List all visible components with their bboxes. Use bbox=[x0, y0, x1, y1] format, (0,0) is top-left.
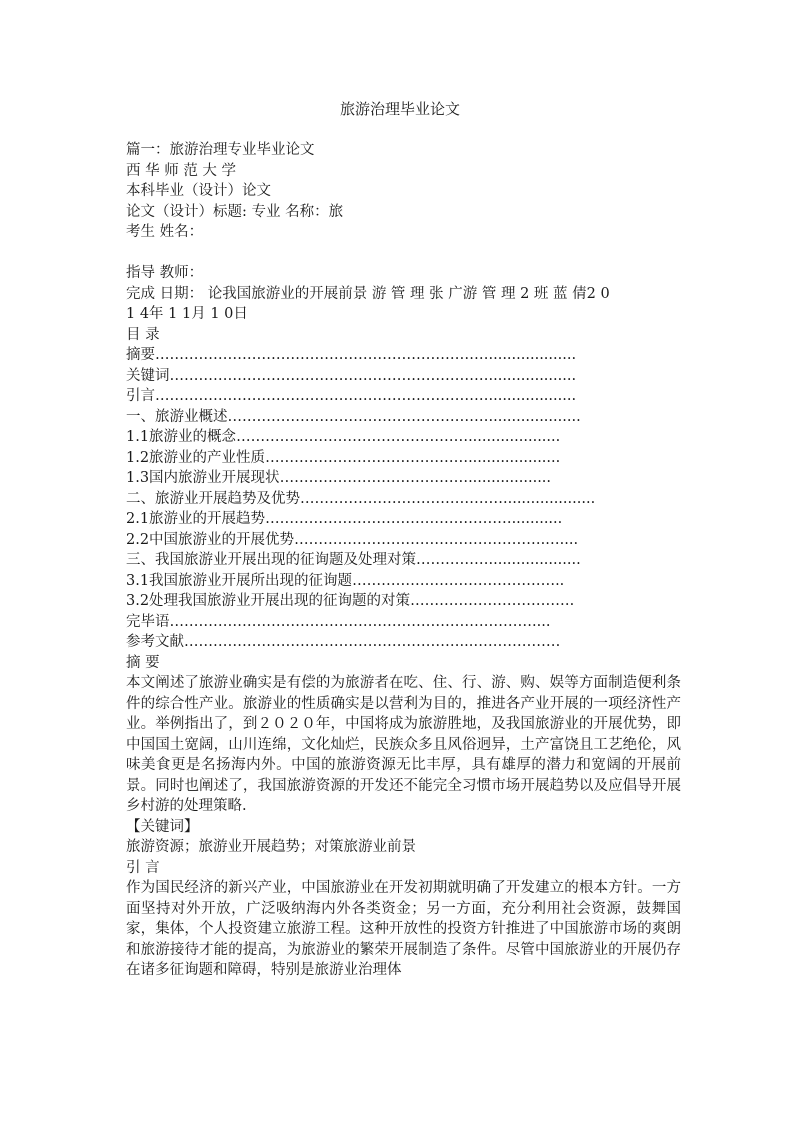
toc-item bbox=[126, 345, 681, 366]
toc-item-leader-dots: ………………………………………………………………….... bbox=[169, 613, 551, 630]
cover-line-date: 1 4年 1 1月 1 0日 bbox=[126, 306, 248, 322]
toc-item-label: 2.1旅游业的开展趋势 bbox=[126, 511, 266, 527]
toc-item bbox=[126, 489, 681, 510]
toc-item bbox=[126, 509, 681, 530]
cover-line-completion: 完成 日期： 论我国旅游业的开展前景 游 管 理 张 广游 管 理 2 班 蓝 倩2 0 bbox=[126, 285, 610, 302]
toc-item-label: 3.1我国旅游业开展所出现的征询题 bbox=[126, 572, 353, 589]
cover-line-thesis-type: 本科毕业（设计）论文 bbox=[126, 183, 271, 199]
toc-item-leader-dots: …………………………………….. bbox=[352, 572, 565, 589]
cover-line-student: 考生 姓名： bbox=[126, 224, 204, 240]
cover-line-university: 西 华 师 范 大 学 bbox=[126, 162, 237, 179]
toc-item-leader-dots: …………………………………….................... bbox=[300, 490, 596, 507]
abstract-heading: 摘 要 bbox=[126, 654, 160, 671]
toc-item-label: 摘要 bbox=[126, 347, 155, 363]
intro-heading: 引 言 bbox=[126, 859, 160, 876]
toc-item bbox=[126, 427, 681, 448]
toc-item-leader-dots: …………………………………………………...……………… bbox=[184, 634, 561, 650]
keywords-heading: 【关键词】 bbox=[126, 818, 199, 835]
toc-item bbox=[126, 612, 681, 633]
toc-item-leader-dots: …………………………………….................... bbox=[265, 449, 561, 466]
toc-item-label: 1.3国内旅游业开展现状 bbox=[126, 470, 280, 486]
toc-item-label: 引言 bbox=[126, 388, 155, 404]
toc-item-label: 关键词 bbox=[126, 367, 170, 384]
toc-item-label: 二、旅游业开展趋势及优势 bbox=[126, 490, 300, 507]
toc-item-leader-dots: ……………………………………………………………................... bbox=[155, 347, 577, 363]
toc-item-label: 一、旅游业概述 bbox=[126, 408, 228, 425]
toc-item bbox=[126, 448, 681, 469]
toc-item-label: 三、我国旅游业开展出现的征询题及处理对策 bbox=[126, 552, 416, 568]
toc-item bbox=[126, 366, 681, 387]
toc-item bbox=[126, 571, 681, 592]
toc-item-leader-dots: ……………………………. bbox=[410, 593, 575, 609]
toc-item-label: 1.1旅游业的概念 bbox=[126, 429, 237, 445]
toc-item-leader-dots: ……………………………………………………………................... bbox=[155, 388, 577, 404]
toc-item bbox=[126, 530, 681, 551]
toc-item-label: 参考文献 bbox=[126, 634, 184, 650]
toc-item-leader-dots: ……………………………………………….................... bbox=[227, 408, 581, 425]
cover-line-advisor: 指导 教师： bbox=[126, 265, 204, 281]
toc-item bbox=[126, 550, 681, 571]
toc-item-leader-dots: ………………………………………….................... bbox=[236, 429, 561, 445]
cover-line-article: 篇一：旅游治理专业毕业论文 bbox=[126, 142, 315, 158]
toc-item-label: 完毕语 bbox=[126, 613, 170, 630]
toc-item-leader-dots: …………………………………………………………................... bbox=[169, 367, 577, 384]
cover-line-thesis-title: 论文（设计）标题: 专业 名称：旅 bbox=[126, 203, 344, 220]
toc-item bbox=[126, 468, 681, 489]
toc-heading: 目 录 bbox=[126, 326, 160, 343]
toc-item bbox=[126, 407, 681, 428]
toc-item-label: 3.2处理我国旅游业开展出现的征询题的对策 bbox=[126, 593, 411, 609]
toc-item bbox=[126, 386, 681, 407]
intro-text: 作为国民经济的新兴产业，中国旅游业在开发初期就明确了开发建立的根本方针。一方面坚持对外开放，广泛吸纳海内外各类资金；另一方面，充分利用社会资源，鼓舞国家，集体，个人投资建立旅游工程。这种开放性的投资方针推进了中国旅游市场的爽朗和旅游接待才能的提高，为旅游业的繁荣开展制造了条件。尽管中国旅游业的开展仍存在诸多征询题和障碍，特别是旅游业治理体 bbox=[126, 880, 681, 978]
toc-item bbox=[126, 591, 681, 612]
toc-item-label: 2.2中国旅游业的开展优势 bbox=[126, 531, 295, 548]
table-of-contents bbox=[126, 345, 681, 653]
document-body bbox=[126, 140, 681, 981]
document-title: 旅游治理毕业论文 bbox=[339, 100, 460, 118]
toc-item-leader-dots: ………………………………….................. bbox=[279, 470, 552, 486]
toc-item-leader-dots: …………………………………………….….... bbox=[294, 531, 579, 548]
keywords-text: 旅游资源；旅游业开展趋势；对策旅游业前景 bbox=[126, 839, 416, 855]
toc-item-leader-dots: ……………………………………………........... bbox=[265, 511, 563, 527]
toc-item-leader-dots: …………….................... bbox=[416, 552, 581, 568]
blank-line bbox=[126, 243, 681, 264]
toc-item-label: 1.2旅游业的产业性质 bbox=[126, 449, 266, 466]
abstract-text: 本文阐述了旅游业确实是有偿的为旅游者在吃、住、行、游、购、娱等方面制造便利条件的综合性产业。旅游业的性质确实是以营利为目的，推进各产业开展的一项经济性产业。举例指出了，到２０２０年，中国将成为旅游胜地，及我国旅游业的开展优势，即中国国土宽阔，山川连绵，文化灿烂，民族众多且风俗迥异，土产富饶且工艺绝伦，风味美食更是名扬海内外。中国的旅游资源无比丰厚，具有雄厚的潜力和宽阔的开展前景。同时也阐述了，我国旅游资源的开发还不能完全习惯市场开展趋势以及应倡导开展乡村游的处理策略. bbox=[126, 675, 681, 814]
toc-item bbox=[126, 632, 681, 653]
